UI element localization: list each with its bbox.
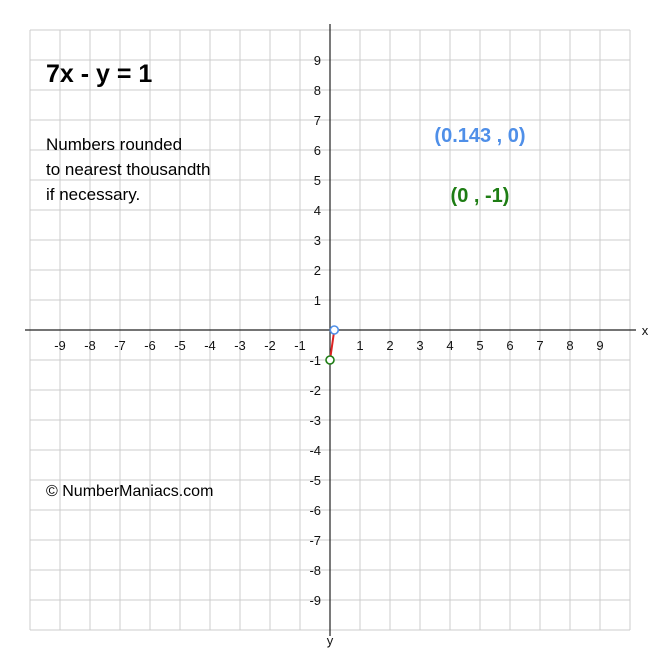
- x-tick-label: -6: [144, 338, 156, 353]
- x-tick-label: 6: [506, 338, 514, 353]
- y-tick-label: -4: [309, 443, 321, 458]
- x-tick-label: 7: [536, 338, 544, 353]
- y-tick-label: 3: [313, 233, 321, 248]
- y-tick-label: 2: [313, 263, 321, 278]
- point-marker: [326, 356, 334, 364]
- point-label: (0 , -1): [450, 185, 510, 207]
- x-tick-label: -7: [114, 338, 126, 353]
- x-tick-label: -5: [174, 338, 186, 353]
- equation-title: 7x - y = 1: [46, 60, 153, 88]
- y-tick-label: 4: [313, 203, 321, 218]
- y-tick-label: -1: [309, 353, 321, 368]
- y-tick-label: -7: [309, 533, 321, 548]
- x-tick-label: -9: [54, 338, 66, 353]
- y-tick-label: -3: [309, 413, 321, 428]
- y-tick-label: -5: [309, 473, 321, 488]
- x-tick-label: -2: [264, 338, 276, 353]
- point-marker: [330, 326, 338, 334]
- note-line: Numbers rounded: [46, 135, 183, 154]
- x-tick-label: 5: [476, 338, 484, 353]
- y-axis-label: y: [326, 633, 334, 648]
- y-tick-label: 6: [313, 143, 321, 158]
- x-tick-label: 1: [356, 338, 364, 353]
- y-tick-label: 1: [313, 293, 321, 308]
- x-tick-label: -3: [234, 338, 246, 353]
- axes: [25, 24, 649, 648]
- y-tick-label: -6: [309, 503, 321, 518]
- x-tick-label: 9: [596, 338, 604, 353]
- x-tick-label: 3: [416, 338, 424, 353]
- y-tick-label: 8: [313, 83, 321, 98]
- plot-marks: [326, 125, 526, 364]
- note-line: if necessary.: [46, 185, 141, 204]
- rounding-note: [46, 132, 210, 207]
- y-tick-label: -9: [309, 593, 321, 608]
- x-axis-label: x: [641, 323, 649, 338]
- point-label: (0.143 , 0): [434, 125, 526, 147]
- y-tick-label: 7: [313, 113, 321, 128]
- x-tick-label: 4: [446, 338, 454, 353]
- x-tick-label: -1: [294, 338, 306, 353]
- y-tick-label: -8: [309, 563, 321, 578]
- x-tick-label: -8: [84, 338, 96, 353]
- y-tick-label: 5: [313, 173, 321, 188]
- note-line: to nearest thousandth: [46, 160, 211, 179]
- y-tick-label: 9: [313, 53, 321, 68]
- x-tick-label: 8: [566, 338, 574, 353]
- y-tick-label: -2: [309, 383, 321, 398]
- copyright-text: © NumberManiacs.com: [46, 483, 214, 500]
- x-tick-label: 2: [386, 338, 394, 353]
- x-tick-label: -4: [204, 338, 216, 353]
